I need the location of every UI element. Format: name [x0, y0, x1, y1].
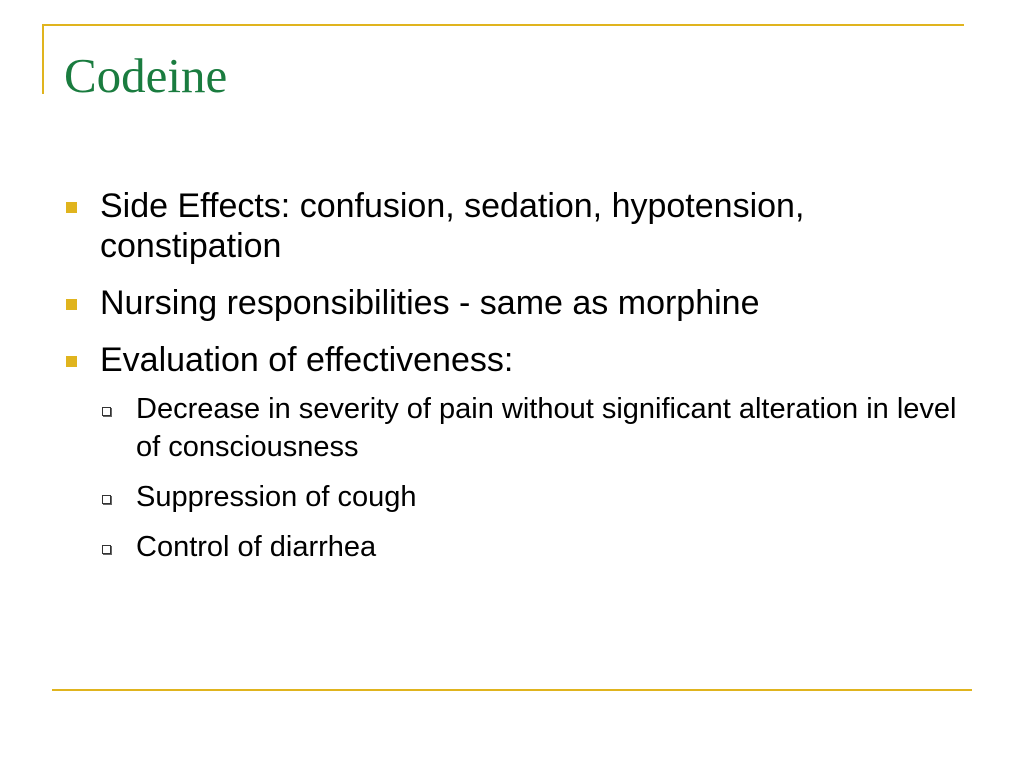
frame-top-line [42, 24, 964, 26]
sub-bullet-text: Control of diarrhea [136, 531, 377, 563]
square-bullet-icon [66, 202, 77, 213]
square-bullet-icon [66, 299, 77, 310]
bullet-text: Evaluation of effectiveness: [100, 341, 514, 379]
bullet-item-nursing-responsibilities [64, 283, 964, 323]
square-bullet-icon [66, 356, 77, 367]
hollow-square-bullet-icon [102, 407, 111, 416]
slide-content [64, 186, 964, 566]
bullet-text: Side Effects: confusion, sedation, hypotension, constipation [100, 187, 805, 265]
bullet-list [64, 186, 964, 566]
bullet-item-side-effects [64, 186, 964, 266]
frame-bottom-line [52, 689, 972, 691]
sub-bullet-text: Decrease in severity of pain without significant alteration in level of consciousness [136, 393, 957, 463]
sub-bullet-item-diarrhea [100, 528, 964, 566]
slide-title: Codeine [64, 48, 228, 103]
sub-bullet-item-pain [100, 390, 964, 466]
frame-left-line [42, 24, 44, 94]
sub-bullet-text: Suppression of cough [136, 481, 417, 513]
hollow-square-bullet-icon [102, 495, 111, 504]
hollow-square-bullet-icon [102, 545, 111, 554]
sub-bullet-list [100, 390, 964, 566]
bullet-item-evaluation [64, 340, 964, 566]
bullet-text: Nursing responsibilities - same as morphine [100, 284, 760, 322]
sub-bullet-item-cough [100, 478, 964, 516]
